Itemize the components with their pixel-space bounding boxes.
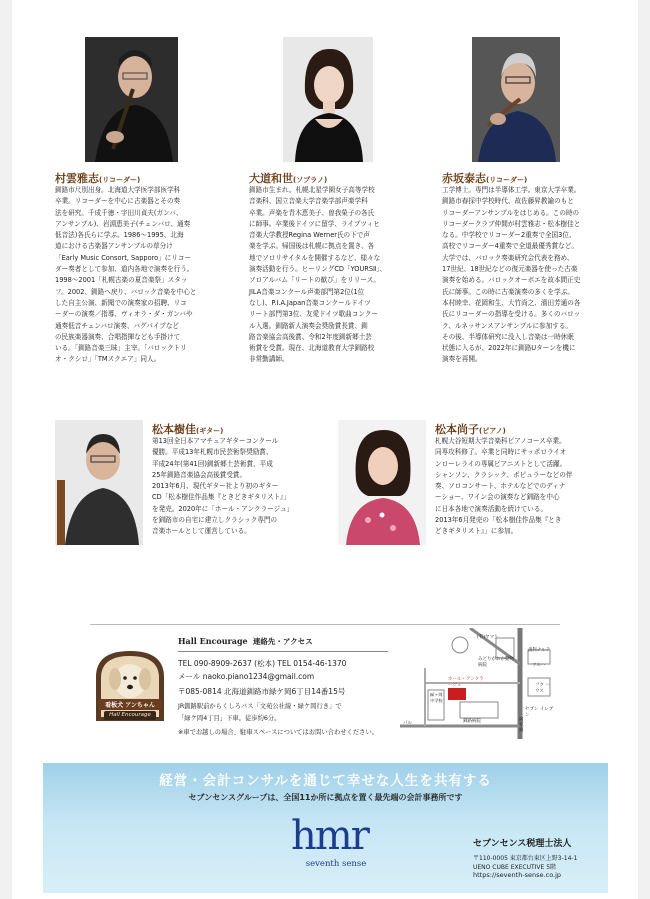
bio-line: ーダーの演奏／指導、ヴィオラ・ダ・ガンバや [55, 310, 193, 319]
performer-role: (ソプラノ) [293, 176, 328, 184]
bio-line: リコーダーアンサンブルをはじめる。この時の [442, 208, 580, 217]
performer-bio-murakumo [55, 185, 196, 366]
bio-line: リコーダークラブ仲間が村雲雅志・松本樹佳と [442, 219, 581, 228]
performer-name-matsumoto-naoko: 松本尚子(ピアノ) [435, 423, 506, 436]
bio-line: 法を研究。千成千徳・宇田川貞夫(ガンバ、 [55, 208, 183, 217]
bio-line: した自主公演、新聞での演奏家の招聘、リコ [55, 298, 187, 307]
bio-line: なし)、P.I.A.Japan音楽コンクールドイツ [249, 298, 371, 307]
bio-line: 術賞を受賞。現在、北海道教育大学釧路校 [249, 344, 375, 353]
hall-access-2: 「緑ケ岡4丁目」下車。徒歩約6分。 [178, 715, 281, 722]
bio-line: オ・クシロ」「TMスクエア」同人。 [55, 355, 161, 364]
performer-role: (ギター) [196, 427, 224, 435]
bio-line: CD「松本樹佳作品集『ときどきギタリスト』」 [152, 493, 291, 502]
bio-line: 奏、ソロコンサート、ホテルなどでのディナ [435, 482, 566, 491]
firm-address-1: 〒110-0005 東京都台東区上野3-14-1 [473, 855, 578, 862]
map-label-park: パル [403, 721, 412, 726]
bio-line: 2013年6月、現代ギター社より初のギター [152, 482, 279, 491]
bio-line: アンサンブル)、岩淵恵美子(チェンバロ、通奏 [55, 219, 191, 228]
hall-contact-label: 連絡先・アクセス [252, 637, 313, 646]
performer-bio-matsumoto-juka [152, 436, 293, 538]
performer-role: (リコーダー) [99, 176, 141, 184]
bio-line: どきギタリスト』」に参加。 [435, 527, 518, 536]
page-frame-right [638, 0, 650, 899]
bio-line: 音楽ホールとして運営している。 [152, 527, 251, 536]
map-label-school: 緑ヶ岡中学校 [430, 692, 443, 703]
map-label-zoo: みどりがおか動物病院 [478, 657, 514, 668]
bio-line: なる。中学校でリコーダー2重奏で全国3位、 [442, 231, 576, 240]
photo-matsumoto-naoko [338, 420, 426, 545]
hall-heading-underline [178, 651, 388, 652]
bio-line: ダー奏者として参加、道内各地で演奏を行う。 [55, 265, 194, 274]
bio-line: 釧路市生まれ。札幌北星学園女子高等学校 [249, 186, 375, 194]
bio-line: を発売。2020年に「ホール・アンクラージュ」 [152, 504, 294, 513]
bio-line: 氏に師事。この時に古楽演奏の多くを学ぶ。 [442, 287, 575, 296]
performer-bio-oomichi [249, 185, 386, 366]
performer-role: (ピアノ) [479, 427, 506, 435]
bio-line: 道における古楽器アンサンブルの草分け [55, 242, 173, 251]
bio-line: 「Early Music Consort, Sapporo」にリコー [55, 253, 192, 262]
bio-line: 優勝。平成13年札幌市民芸術祭奨励賞、 [152, 448, 273, 457]
firm-url[interactable]: https://seventh-sense.co.jp [473, 871, 562, 879]
bio-line: 本村睦幸、花岡和生、大竹尚之、濱田芳通の各 [442, 298, 581, 307]
performer-name-matsumoto-juka: 松本樹佳(ギター) [152, 423, 224, 436]
bio-line: 釧路市尺別出身。北海道大学医学部医学科 [55, 186, 181, 194]
bio-line: 地でソロリサイタルを開催するなど、様々な [249, 253, 381, 262]
bio-line: その後、半導体研究に没入し音楽は一時休眠 [442, 332, 574, 341]
bio-line: 釧路市春採中学校時代、故佐藤昇教諭のもと [442, 197, 574, 206]
bio-line: 卒業。声楽を青木恵美子、曽我榮子の各氏 [249, 208, 375, 217]
bio-line: 状態に入るが、2022年に釧路Uターンを機に [442, 344, 576, 353]
page-frame-left [0, 0, 12, 899]
banner-subline: セブンセンスグループは、全国11か所に拠点を置く最先端の会計事務所です [188, 793, 463, 802]
bio-line: 楽を学ぶ。帰国後は札幌に拠点を置き、各 [249, 242, 375, 251]
hall-access-1: JR釧路駅前からくしろバス「文苑公社線・緑ケ岡行き」で [178, 703, 342, 710]
bio-line: 17世紀、18世紀などの復元楽器を使った古楽 [442, 265, 578, 274]
performer-role: (リコーダー) [486, 176, 528, 184]
bio-line: シャンソン、クラシック、ポピュラーなどの伴 [435, 470, 573, 479]
bio-line: 路音楽協会高後賞、令和2年度釧新郷土芸 [249, 332, 372, 341]
bio-line: を釧路市の自宅に建立しクラシック専門の [152, 516, 278, 525]
performer-name-oomichi: 大道和世(ソプラノ) [249, 172, 328, 185]
bio-line: 演奏を再開。 [442, 355, 482, 364]
bio-line: 2013年6月発売の「松本樹佳作品集『とき [435, 516, 562, 525]
bio-line: ク、ルネッサンスアンサンブルに参加する。 [442, 321, 573, 330]
banner-headline: 経営・会計コンサルを通じて幸せな人生を共有する [159, 773, 492, 789]
bio-line: 第13回全日本アマチュアギターコンクール [152, 437, 279, 445]
performer-bio-akasaka [442, 185, 580, 366]
bio-line: に師事。卒業後ドイツに留学、ライプツィヒ [249, 219, 380, 228]
bio-line: ソロアルバム「リートの歓び」をリリース。 [249, 276, 381, 285]
bio-line: 大学では、バロック奏楽研究会代表を務め、 [442, 253, 574, 262]
bio-line: ル入選。釧路新人演奏会奨励賞長賞、釧 [249, 321, 368, 330]
firm-address-2: UENO CUBE EXECUTIVE 5階 [473, 864, 557, 871]
bio-line: JILA音楽コンクール声楽部門第2位(1位 [249, 287, 365, 296]
bio-line: に日本各地で演奏活動を続けている。 [435, 504, 548, 513]
performer-name-akasaka: 赤坂泰志(リコーダー) [442, 172, 528, 185]
bio-line: 25年釧路音楽協会高後賞受賞。 [152, 470, 247, 479]
map-label-dm: 歯科ナルテ [528, 648, 551, 653]
performer-name-murakumo: 村雲雅志(リコーダー) [55, 172, 141, 185]
bio-line: 通奏低音チェンバロ演奏、バグパイプなど [55, 321, 180, 330]
bio-line: 同専攻科修了。卒業と同時にサッポロライオ [435, 448, 567, 457]
map-label-road: 阿寒通 [519, 718, 524, 733]
bio-line: ンローレライの専属ピアニストとして活躍。 [435, 459, 567, 468]
map-label-hall: ホール・アンクラージュ [448, 677, 484, 688]
hall-heading [178, 636, 313, 647]
bio-line: 音楽大学教授Regina Werner氏の下で声 [249, 231, 370, 240]
sponsor-banner [43, 763, 608, 893]
map-label-fukuhaus: フク ハウス [535, 683, 550, 694]
bio-line: 1998～2001「札幌古楽の夏音楽祭」スタッ [55, 276, 188, 285]
bio-line: 非常勤講師。 [249, 355, 289, 364]
photo-oomichi [283, 37, 373, 162]
photo-murakumo [85, 37, 178, 162]
bio-line: 演奏を始める。バロックオーボエを故本間正史 [442, 276, 581, 285]
hall-mail[interactable]: メール naoko.piano1234@gmail.com [178, 672, 315, 681]
bio-line: の民族楽器演奏、合唱指揮なども手掛けて [55, 332, 181, 341]
bio-line: いる。「釧路音楽三昧」主宰。「バロックトリ [55, 344, 187, 353]
map-label-yamato: (有)ヤマト [477, 635, 499, 640]
bio-line: 音楽科、国立音楽大学音楽学部声楽学科 [249, 197, 368, 206]
performer-bio-matsumoto-naoko [435, 436, 572, 538]
photo-akasaka [472, 37, 560, 162]
logo-name: Hall Encourage [109, 712, 151, 718]
bio-line: 高校でリコーダー4重奏で全道最優秀賞など。 [442, 242, 578, 251]
map-label-seven: セブン イレブン [525, 707, 554, 718]
bio-line: 氏にリコーダーの指導を受ける。多くのバロッ [442, 310, 581, 319]
hall-name: Hall Encourage [178, 636, 248, 646]
map-label-tsuruha: ツルハ [532, 663, 546, 668]
bio-line: 低音法)各氏らに学ぶ。1986～1995、北海 [55, 231, 184, 240]
bio-line: ーショー、ワイン会の演奏など釧路を中心 [435, 493, 560, 502]
section-divider [90, 624, 560, 625]
hall-address: 〒085-0814 北海道釧路市緑ケ岡6丁目14番15号 [178, 687, 346, 696]
bio-line: 札幌大谷短期大学音楽科ピアノコース卒業。 [435, 437, 566, 445]
map-label-hospital: 釧路病院 [463, 719, 481, 724]
bio-line: 演奏活動を行う。ヒーリングCD「YOURSⅡ」、 [249, 265, 387, 274]
firm-name: セブンセンス税理士法人 [473, 839, 572, 849]
hall-tel: TEL 090-8909-2637 (松本) TEL 0154-46-1370 [178, 659, 347, 668]
bio-line: フ。2002、釧路へ戻り、バロック音楽を中心と [55, 287, 197, 296]
hall-note: ※車でお越しの場合、駐車スペースについてはお問い合わせください。 [178, 729, 379, 736]
photo-matsumoto-juka [55, 420, 143, 545]
bio-line: 工学博士。専門は半導体工学。東京大学卒業。 [442, 186, 581, 194]
seventh-sense-logo: hmr [291, 813, 368, 859]
bio-line: 平成24年(第41回)釧新郷土芸術賞、平成 [152, 459, 273, 468]
seventh-sense-logo-text: seventh sense [305, 859, 367, 869]
bio-line: リート部門第3位、友愛ドイツ歌曲コンクー [249, 310, 379, 319]
bio-line: 卒業。リコーダーを中心に古楽器とその奏 [55, 197, 181, 206]
logo-caption: 看板犬 アンちゃん [105, 702, 155, 709]
